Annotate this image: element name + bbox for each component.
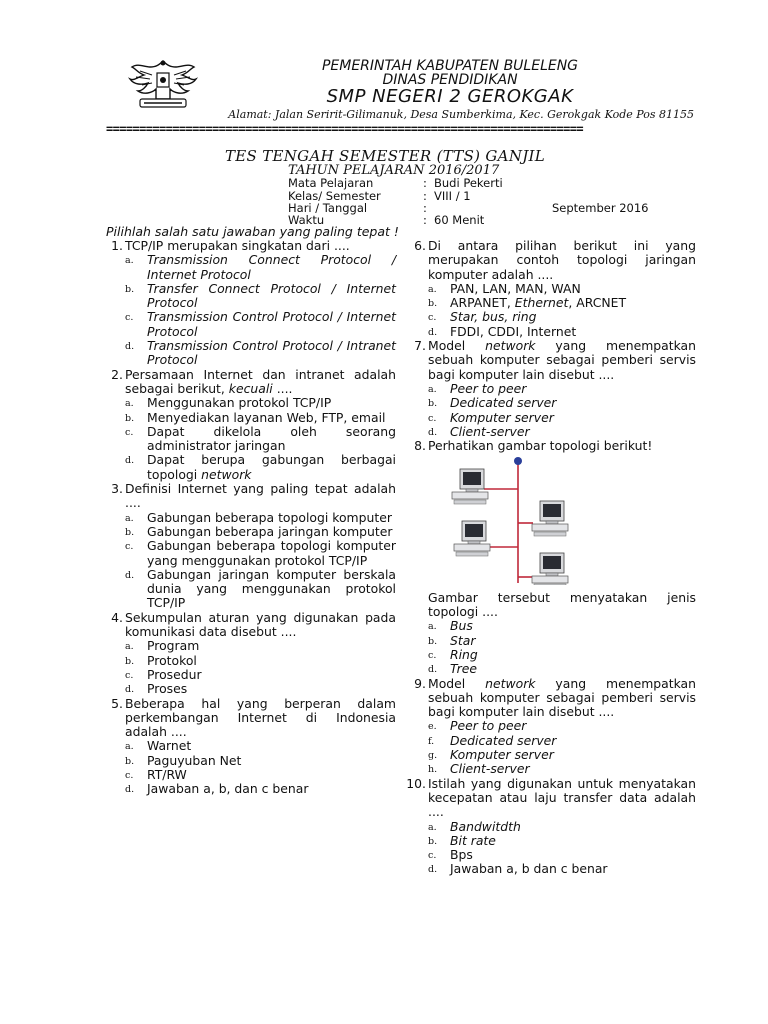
option-text: Dedicated server [450, 732, 557, 748]
option-text: Proses [147, 681, 188, 697]
answer-option [103, 310, 396, 339]
answer-option [406, 748, 696, 762]
answer-option [406, 619, 696, 633]
question-number: 7. [414, 338, 426, 354]
answer-option [406, 820, 696, 834]
option-letter: a. [125, 641, 134, 653]
answer-option [103, 396, 396, 410]
exam-instruction: Pilihlah salah satu jawaban yang paling tepat ! [106, 224, 399, 239]
option-letter: h. [428, 764, 438, 776]
question-number: 9. [414, 675, 426, 691]
option-letter: b. [125, 283, 135, 295]
header-school-name: SMP NEGERI 2 GEROKGAK [326, 86, 574, 107]
answer-option [406, 310, 696, 324]
answer-option [103, 739, 396, 753]
header-address: Alamat: Jalan Seririt-Gilimanuk, Desa Sumberkima, Kec. Gerokgak Kode Pos 81155 [228, 108, 694, 121]
option-text: Client-server [450, 761, 530, 777]
question-text: Model network yang menempatkan sebuah komputer sebagai pemberi servis bagi komputer lain disebut .... [428, 675, 696, 720]
option-letter: c. [428, 312, 437, 324]
option-text: Star, bus, ring [450, 309, 537, 325]
option-text: Gabungan beberapa topologi komputer yang menggunakan protokol TCP/IP [147, 538, 396, 568]
answer-option [406, 662, 696, 676]
question-item [103, 482, 396, 511]
answer-option [103, 339, 396, 368]
answer-option [406, 634, 696, 648]
option-text: Bps [450, 847, 473, 863]
answer-option [103, 525, 396, 539]
option-letter: d. [125, 784, 135, 796]
option-text: Bandwitdth [450, 818, 521, 834]
answer-option [406, 719, 696, 733]
option-letter: b. [428, 398, 438, 410]
question-text: Beberapa hal yang berperan dalam perkembangan Internet di Indonesia adalah .... [125, 695, 396, 740]
answer-option [406, 425, 696, 439]
option-letter: b. [428, 298, 438, 310]
option-text: Paguyuban Net [147, 752, 242, 768]
option-text: Dapat berupa gabungan berbagai topologi network [147, 452, 396, 482]
option-text: Komputer server [450, 409, 554, 425]
answer-option [406, 325, 696, 339]
question-item [406, 339, 696, 382]
option-text: Protokol [147, 652, 197, 668]
question-item [103, 611, 396, 640]
option-text: Dedicated server [450, 395, 557, 411]
answer-option [103, 453, 396, 482]
option-letter: b. [125, 526, 135, 538]
garuda-emblem-icon [126, 55, 200, 111]
answer-option [103, 668, 396, 682]
option-letter: a. [125, 741, 134, 753]
answer-option [103, 639, 396, 653]
option-text: Warnet [147, 738, 192, 754]
option-text: Program [147, 638, 200, 654]
meta-label: Mata Pelajaran [288, 176, 374, 190]
option-letter: d. [428, 326, 438, 338]
option-letter: b. [125, 412, 135, 424]
answer-option [406, 762, 696, 776]
exam-page: PEMERINTAH KABUPATEN BULELENG DINAS PENDIDIKAN SMP NEGERI 2 GEROKGAK Alamat: Jalan Seririt-Gilimanuk, Desa Sumberkima, Kec. Gerokgak Kode Pos 81155 ======================================================================== TES TENGAH SEMESTER (TTS) GANJIL TAHUN PELAJARAN 2016/2017 Mata Pelajaran : Budi Pekerti Kelas/ Semester : VIII / 1 Hari / Tanggal : September 2016 Waktu : 60 Menit Pilihlah salah satu jawaban yang paling tepat ! 1. TCP/IP merupakan singkatan dari .... a. Transmission Connect Protocol / Internet Protocol b. Transfer Connect Protocol / Internet Protocol c. Transmission Control Protocol / Internet Protocol d. Transmission Control Protocol / Intranet Protocol 2. Persamaan Internet dan intranet adalah sebagai berikut, kecuali .... a. Menggunakan protokol TCP/IP b. Menyediakan layanan Web, FTP, email c. Dapat dikelola oleh seorang administrator jaringan d. Dapat berupa gabungan berbagai topologi network 3. Definisi Internet yang paling tepat adalah .... a. Gabungan beberapa topologi komputer b. Gabungan beberapa jaringan komputer c. Gabungan beberapa topologi komputer yang menggunakan protokol TCP/IP d. Gabungan jaringan komputer berskala dunia yang menggunakan protokol TCP/IP 4. Sekumpulan aturan yang digunakan pada komunikasi data disebut .... a. Program b. Protokol c. Prosedur d. Proses 5. Beberapa hal yang berperan dalam perkembangan Internet di Indonesia adalah .... a. Warnet b. Paguyuban Net c. RT/RW d. Jawaban a, b, dan c benar 6. Di antara pilihan berikut ini yang merupakan contoh topologi jaringan komputer adalah .... a. PAN, LAN, MAN, WAN b. ARPANET, Ethernet, ARCNET c. Star, bus, ring d. FDDI, CDDI, Internet 7. Model network yang menempatkan sebuah komputer sebagai pemberi servis bagi komputer lain disebut .... a. Peer to peer b. Dedicated server c. Komputer server d. Client-server 8. Perhatikan gambar topologi berikut! Gambar tersebut menyatakan jenis topologi .... a. Bus b. Star c. Ring d. Tree 9. Model network yang menempatkan sebuah komputer sebagai pemberi servis bagi komputer lain disebut .... e. Peer to peer f. Dedicated server g. Komputer server h. Client-server 10. Istilah yang digunakan untuk menyatakan kecepatan atau laju transfer data adalah .... a. Bandwitdth b. Bit rate c. Bps d. Jawaban a, b dan c benar [0, 0, 768, 1024]
meta-value: 60 Menit [434, 213, 485, 227]
option-letter: c. [125, 669, 134, 681]
option-letter: a. [428, 283, 437, 295]
option-letter: a. [428, 383, 437, 395]
answer-option [103, 682, 396, 696]
option-text: PAN, LAN, MAN, WAN [450, 280, 581, 296]
question-text: Gambar tersebut menyatakan jenis topologi .... [428, 589, 696, 620]
answer-option [103, 411, 396, 425]
exam-title: TES TENGAH SEMESTER (TTS) GANJIL [225, 147, 546, 165]
option-text: Menggunakan protokol TCP/IP [147, 395, 332, 411]
option-letter: d. [428, 664, 438, 676]
meta-value: Budi Pekerti [434, 176, 503, 190]
meta-label: Hari / Tanggal [288, 201, 368, 215]
option-letter: c. [428, 850, 437, 862]
header-department: DINAS PENDIDIKAN [382, 72, 518, 88]
option-text: Gabungan jaringan komputer berskala dunia yang menggunakan protokol TCP/IP [147, 566, 396, 611]
question-item [103, 239, 396, 253]
desktop-computer-icon [532, 501, 568, 536]
option-letter: e. [428, 721, 437, 733]
option-letter: a. [125, 512, 134, 524]
option-text: Dapat dikelola oleh seorang administrator jaringan [147, 423, 396, 454]
question-item [406, 439, 696, 619]
option-letter: a. [428, 821, 437, 833]
option-letter: b. [428, 635, 438, 647]
desktop-computer-icon [454, 521, 490, 556]
option-text: Star [450, 632, 476, 648]
option-letter: g. [428, 750, 438, 762]
option-letter: b. [428, 835, 438, 847]
answer-option [103, 253, 396, 282]
question-text: Persamaan Internet dan intranet adalah sebagai berikut, kecuali .... [125, 366, 396, 396]
option-letter: a. [428, 621, 437, 633]
questions-left-column [103, 239, 396, 797]
answer-option [406, 848, 696, 862]
option-text: Ring [450, 646, 478, 662]
option-letter: c. [125, 426, 134, 438]
option-letter: c. [125, 769, 134, 781]
option-letter: c. [125, 541, 134, 553]
option-text: Komputer server [450, 747, 554, 763]
answer-option [406, 411, 696, 425]
question-text: Model network yang menempatkan sebuah komputer sebagai pemberi servis bagi komputer lain disebut .... [428, 338, 696, 382]
option-text: Bit rate [450, 832, 496, 848]
option-text: FDDI, CDDI, Internet [450, 323, 577, 339]
option-letter: d. [125, 455, 135, 467]
meta-value: VIII / 1 [434, 189, 471, 203]
question-number: 4. [111, 609, 123, 625]
bus-terminator-node [514, 457, 522, 465]
question-number: 5. [111, 695, 123, 711]
header-divider: ======================================================================== [106, 122, 583, 136]
answer-option [406, 296, 696, 310]
desktop-computer-icon [452, 469, 488, 504]
question-number: 1. [111, 238, 123, 253]
option-letter: f. [428, 735, 435, 747]
meta-value: September 2016 [552, 201, 649, 215]
answer-option [406, 396, 696, 410]
question-text: TCP/IP merupakan singkatan dari .... [125, 238, 350, 253]
option-letter: c. [428, 649, 437, 661]
question-item [406, 239, 696, 282]
answer-option [103, 654, 396, 668]
option-letter: d. [125, 684, 135, 696]
option-text: Jawaban a, b dan c benar [450, 861, 608, 877]
option-letter: b. [125, 755, 135, 767]
question-number: 2. [111, 366, 123, 382]
answer-option [406, 834, 696, 848]
option-text: Client-server [450, 423, 530, 439]
header-government: PEMERINTAH KABUPATEN BULELENG [321, 58, 579, 74]
option-text: Transmission Connect Protocol / Internet Protocol [147, 252, 396, 282]
question-item [103, 368, 396, 397]
option-text: Gabungan beberapa topologi komputer [147, 509, 392, 525]
question-item [406, 777, 696, 820]
option-text: Menyediakan layanan Web, FTP, email [147, 409, 386, 425]
option-letter: d. [125, 341, 135, 353]
question-text: Sekumpulan aturan yang digunakan pada komunikasi data disebut .... [125, 609, 396, 640]
option-text: Transfer Connect Protocol / Internet Protocol [147, 280, 396, 311]
questions-right-column [406, 239, 696, 877]
answer-option [103, 754, 396, 768]
answer-option [103, 539, 396, 568]
option-letter: a. [125, 398, 134, 410]
option-text: Peer to peer [450, 380, 527, 396]
option-text: Tree [450, 661, 477, 677]
answer-option [103, 511, 396, 525]
option-letter: c. [428, 412, 437, 424]
question-number: 6. [414, 238, 426, 253]
question-text: Perhatikan gambar topologi berikut! [428, 438, 653, 454]
option-text: Transmission Control Protocol / Intranet Protocol [147, 338, 396, 368]
option-text: Prosedur [147, 666, 202, 682]
option-text: RT/RW [147, 766, 187, 782]
option-text: Bus [450, 618, 473, 634]
option-text: Jawaban a, b, dan c benar [147, 781, 309, 797]
answer-option [406, 862, 696, 876]
exam-year: TAHUN PELAJARAN 2016/2017 [288, 163, 500, 178]
question-text: Definisi Internet yang paling tepat adalah .... [125, 481, 396, 511]
option-text: ARPANET, Ethernet, ARCNET [450, 295, 627, 311]
meta-label: Kelas/ Semester [288, 189, 381, 203]
question-text: Di antara pilihan berikut ini yang merupakan contoh topologi jaringan komputer adalah .... [428, 238, 696, 282]
desktop-computer-icon [532, 553, 568, 585]
option-letter: d. [428, 864, 438, 876]
question-item [406, 677, 696, 720]
option-text: Transmission Control Protocol / Internet Protocol [147, 309, 396, 339]
bus-topology-figure [428, 455, 718, 585]
option-text: Peer to peer [450, 718, 527, 734]
answer-option [103, 282, 396, 311]
option-text: Gabungan beberapa jaringan komputer [147, 523, 393, 539]
answer-option [103, 768, 396, 782]
answer-option [103, 425, 396, 454]
option-letter: c. [125, 312, 134, 324]
answer-option [406, 648, 696, 662]
option-letter: b. [125, 655, 135, 667]
meta-label: Waktu [288, 213, 325, 227]
question-number: 8. [414, 438, 426, 454]
answer-option [406, 382, 696, 396]
option-letter: d. [428, 426, 438, 438]
option-letter: a. [125, 255, 134, 267]
answer-option [103, 782, 396, 796]
question-item [103, 697, 396, 740]
answer-option [406, 282, 696, 296]
answer-option [103, 568, 396, 611]
option-letter: d. [125, 569, 135, 581]
question-number: 10. [406, 775, 426, 791]
question-text: Istilah yang digunakan untuk menyatakan kecepatan atau laju transfer data adalah .... [428, 775, 696, 820]
answer-option [406, 734, 696, 748]
question-number: 3. [111, 481, 123, 497]
